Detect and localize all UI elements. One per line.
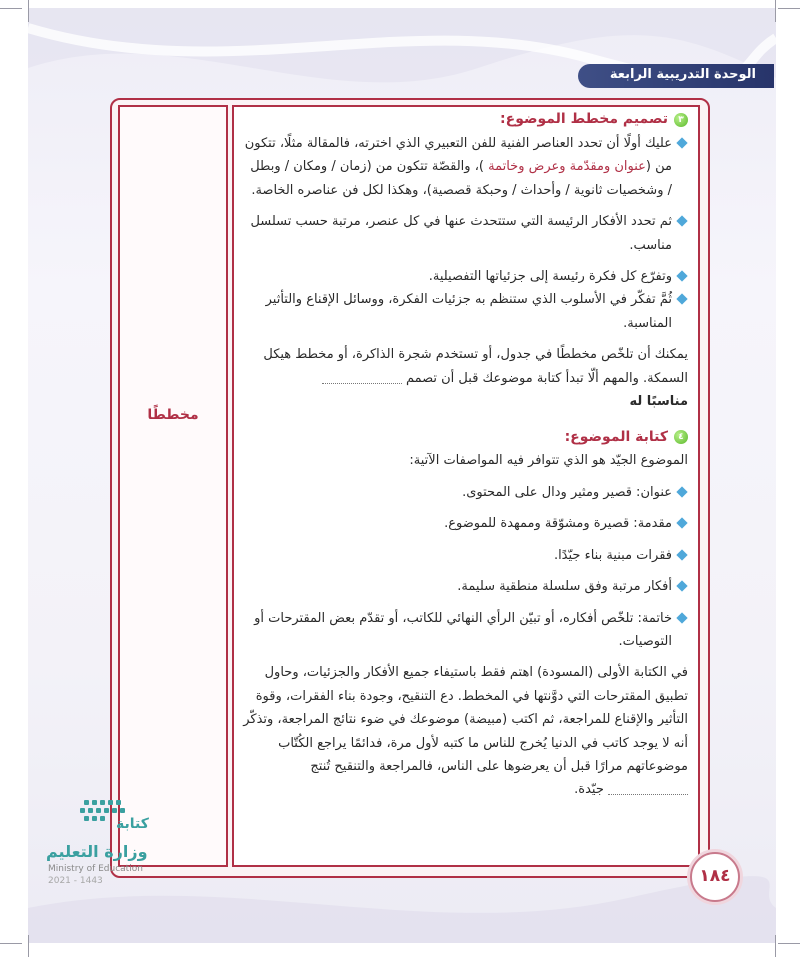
crop-mark <box>28 935 29 957</box>
page-number <box>690 852 740 902</box>
list-item: وتفرّع كل فكرة رئيسة إلى جزئياتها التفصيلية. <box>242 265 688 288</box>
main-content <box>242 108 688 802</box>
paragraph-end: مناسبًا له <box>629 394 688 410</box>
logo-ministry-english: Ministry of Education <box>48 864 143 874</box>
number-badge-icon: ٣ <box>674 113 688 127</box>
unit-header <box>578 64 774 88</box>
list-item: مقدمة: قصيرة ومشوّقة وممهدة للموضوع. <box>242 512 688 535</box>
answer-blank[interactable] <box>322 373 402 384</box>
page-number-text: ١٨٤ <box>699 866 731 886</box>
paragraph: يمكنك أن تلخّص مخططًا في جدول، أو تستخدم شجرة الذاكرة، أو مخطط هيكل السمكة. والمهم ألّا تبدأ كتابة موضوعك قبل أن تصمم مناسبًا له <box>263 347 688 410</box>
crop-mark <box>775 935 776 957</box>
margin-answer: مخططًا <box>147 407 199 423</box>
ministry-logo <box>46 798 162 898</box>
logo-year: 2021 - 1443 <box>48 876 103 886</box>
crop-mark <box>28 0 29 22</box>
crop-mark <box>778 8 800 9</box>
section-heading <box>242 108 688 132</box>
crop-mark <box>0 943 22 944</box>
section-title: تصميم مخطط الموضوع: <box>500 111 668 128</box>
number-badge-icon: ٤ <box>674 430 688 444</box>
list-item: ثم تحدد الأفكار الرئيسة التي ستتحدث عنها في كل عنصر، مرتبة حسب تسلسل مناسب. <box>242 210 688 257</box>
list-item: عنوان: قصير ومثير ودال على المحتوى. <box>242 481 688 504</box>
list-item: فقرات مبنية بناء جيّدًا. <box>242 544 688 567</box>
logo-ministry-arabic: وزارة التعليم <box>46 842 148 861</box>
list-item: أفكار مرتبة وفق سلسلة منطقية سليمة. <box>242 575 688 598</box>
list-item: عليك أولًا أن تحدد العناصر الفنية للفن التعبيري الذي اخترته، فالمقالة مثلًا، تتكون من (عنوان ومقدّمة وعرض وخاتمة )، والقصّة تتكون من (زمان / ومكان / وبطل / وشخصيات ثانوية / وأحداث / وحبكة قصصية)، وهكذا لكل فن عناصره الخاصة. <box>242 132 688 202</box>
paragraph: الموضوع الجيّد هو الذي تتوافر فيه المواصفات الآتية: <box>409 453 688 469</box>
crop-mark <box>778 943 800 944</box>
list-item: ثُمَّ تفكّر في الأسلوب الذي ستنظم به جزئيات الفكرة، ووسائل الإقناع والتأثير المناسبة. <box>242 288 688 335</box>
list-item: خاتمة: تلخّص أفكاره، أو تبيّن الرأي النهائي للكاتب، أو تقدّم بعض المقترحات أو التوصيات. <box>242 607 688 654</box>
logo-kitaba: كتابة <box>116 816 149 832</box>
section-title: كتابة الموضوع: <box>564 428 668 445</box>
unit-title: الوحدة التدريبية الرابعة <box>609 67 756 82</box>
crop-mark <box>775 0 776 22</box>
crop-mark <box>0 8 22 9</box>
paragraph: في الكتابة الأولى (المسودة) اهتم فقط باستيفاء جميع الأفكار والجزئيات، وحاول تطبيق المقترحات التي دوَّنتها في المخطط. دع التنقيح، وجودة بناء الفقرات، وقوة التأثير والإقناع للمراجعة، ثم اكتب (مبيضة) موضوعك في ضوء نتائج المراجعة، وتذكّر أنه لا يوجد كاتب في الدنيا يُخرج للناس ما كتبه لأول مرة، فدائمًا يراجع الكُتّاب موضوعاتهم مرارًا قبل أن يعرضوها على الناس، فالمراجعة والتنقيح تُنتج جيّدة. <box>243 665 688 798</box>
answer-blank[interactable] <box>608 784 688 795</box>
highlight-text: عنوان ومقدّمة وعرض وخاتمة <box>488 159 646 175</box>
margin-column <box>118 105 228 867</box>
section-heading <box>242 425 688 449</box>
